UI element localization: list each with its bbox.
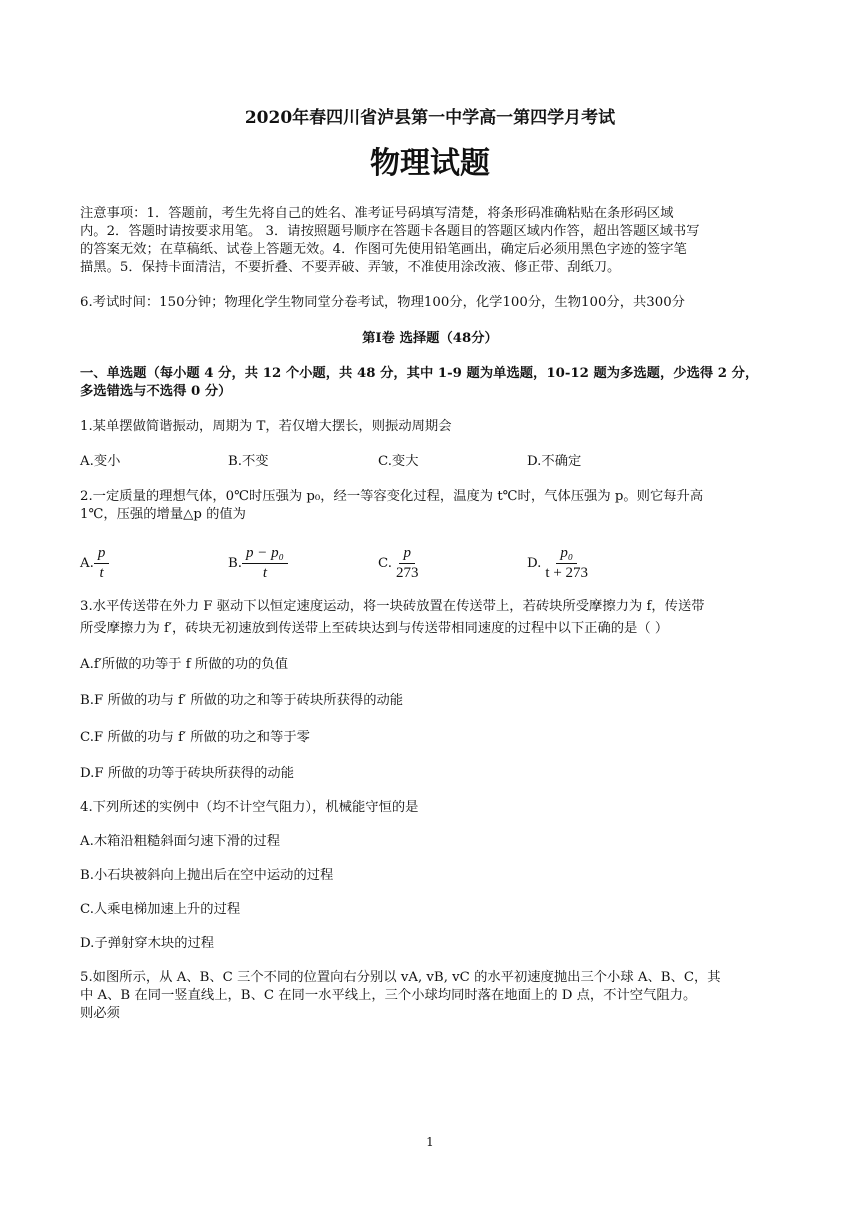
q2-option-d: [527, 541, 592, 585]
q2-option-c-fraction: [392, 545, 423, 582]
q2-option-c-letter: C.: [378, 555, 392, 571]
q5-stem-line-1: 5.如图所示，从 A、B、C 三个不同的位置向右分别以 vA, vB, vC 的水平初速度抛出三个小球 A、B、C，其: [80, 970, 721, 985]
q1-option-b: B.不变: [228, 454, 269, 469]
page-number: 1: [426, 1135, 434, 1149]
fraction-numerator: p₀: [556, 545, 577, 564]
q2-option-a-letter: A.: [80, 555, 94, 571]
q1-option-d: D.不确定: [527, 454, 582, 469]
part-title-line-2: 多选错选与不选得 0 分）: [80, 384, 232, 399]
q2-option-b-letter: B.: [228, 555, 242, 571]
q4-option-d: D.子弹射穿木块的过程: [80, 936, 215, 951]
subject-title: 物理试题: [370, 146, 490, 181]
q4-option-a: A.木箱沿粗糙斜面匀速下滑的过程: [80, 834, 280, 849]
fraction-numerator: p: [94, 545, 110, 564]
fraction-numerator: p: [399, 545, 415, 564]
q2-option-a: [80, 541, 109, 585]
fraction-denominator: 273: [395, 564, 419, 581]
section-title: 第Ⅰ卷 选择题（48分）: [362, 331, 498, 346]
q4-option-c: C.人乘电梯加速上升的过程: [80, 902, 241, 917]
q5-stem-line-3: 则必须: [80, 1006, 120, 1021]
q3-stem-line-1: 3.水平传送带在外力 F 驱动下以恒定速度运动，将一块砖放置在传送带上，若砖块所受摩擦力为 f，传送带: [80, 599, 705, 614]
q1-option-c: C.变大: [378, 454, 419, 469]
notice-line-5: 6.考试时间：150分钟；物理化学生物同堂分卷考试，物理100分，化学100分，生物100分，共300分: [80, 295, 685, 310]
part-title-line-1: 一、单选题（每小题 4 分，共 12 个小题，共 48 分，其中 1-9 题为单选题，10-12 题为多选题，少选得 2 分，: [80, 366, 759, 381]
q2-option-b: [228, 541, 288, 585]
notice-line-3: 的答案无效；在草稿纸、试卷上答题无效。4．作图可先使用铅笔画出，确定后必须用黑色字迹的签字笔: [80, 242, 687, 257]
q1-option-a: A.变小: [80, 454, 121, 469]
fraction-denominator: t + 273: [545, 564, 589, 581]
q3-option-a: A.f′所做的功等于 f 所做的功的负值: [80, 657, 289, 672]
notice-line-4: 描黑。5．保持卡面清洁，不要折叠、不要弄破、弄皱，不准使用涂改液、修正带、刮纸刀。: [80, 260, 621, 275]
q2-options-row: [0, 541, 860, 585]
q3-option-b: B.F 所做的功与 f′ 所做的功之和等于砖块所获得的动能: [80, 693, 404, 708]
q2-option-b-fraction: [242, 545, 288, 582]
q3-option-c: C.F 所做的功与 f′ 所做的功之和等于零: [80, 730, 310, 745]
q2-option-a-fraction: [94, 545, 110, 582]
q3-option-d: D.F 所做的功等于砖块所获得的动能: [80, 766, 295, 781]
q2-stem-line-2: 1℃，压强的增量△p 的值为: [80, 507, 246, 522]
q4-stem: 4.下列所述的实例中（均不计空气阻力），机械能守恒的是: [80, 800, 419, 815]
notice-line-2: 内。2．答题时请按要求用笔。 3．请按照题号顺序在答题卡各题目的答题区域内作答，超出答题区域书写: [80, 224, 700, 239]
q3-stem-line-2: 所受摩擦力为 f′，砖块无初速放到传送带上至砖块达到与传送带相同速度的过程中以下正确的是（ ）: [80, 621, 669, 636]
q5-stem-line-2: 中 A、B 在同一竖直线上，B、C 在同一水平线上，三个小球均同时落在地面上的 D 点，不计空气阻力。: [80, 988, 697, 1003]
fraction-numerator: p − p₀: [242, 545, 288, 564]
q2-stem-line-1: 2.一定质量的理想气体，0℃时压强为 p₀，经一等容变化过程，温度为 t℃时，气体压强为 p。则它每升高: [80, 489, 704, 504]
q1-stem: 1.某单摆做简谐振动，周期为 T，若仅增大摆长，则振动周期会: [80, 419, 452, 434]
fraction-denominator: t: [262, 564, 267, 581]
q2-option-c: [378, 541, 422, 585]
q2-option-d-fraction: [541, 545, 592, 582]
exam-title: 2020年春四川省泸县第一中学高一第四学月考试: [244, 108, 616, 128]
q2-option-d-letter: D.: [527, 555, 542, 571]
notice-line-1: 注意事项：1．答题前，考生先将自己的姓名、准考证号码填写清楚，将条形码准确粘贴在条形码区域: [80, 206, 674, 221]
fraction-denominator: t: [99, 564, 104, 581]
q4-option-b: B.小石块被斜向上抛出后在空中运动的过程: [80, 868, 334, 883]
